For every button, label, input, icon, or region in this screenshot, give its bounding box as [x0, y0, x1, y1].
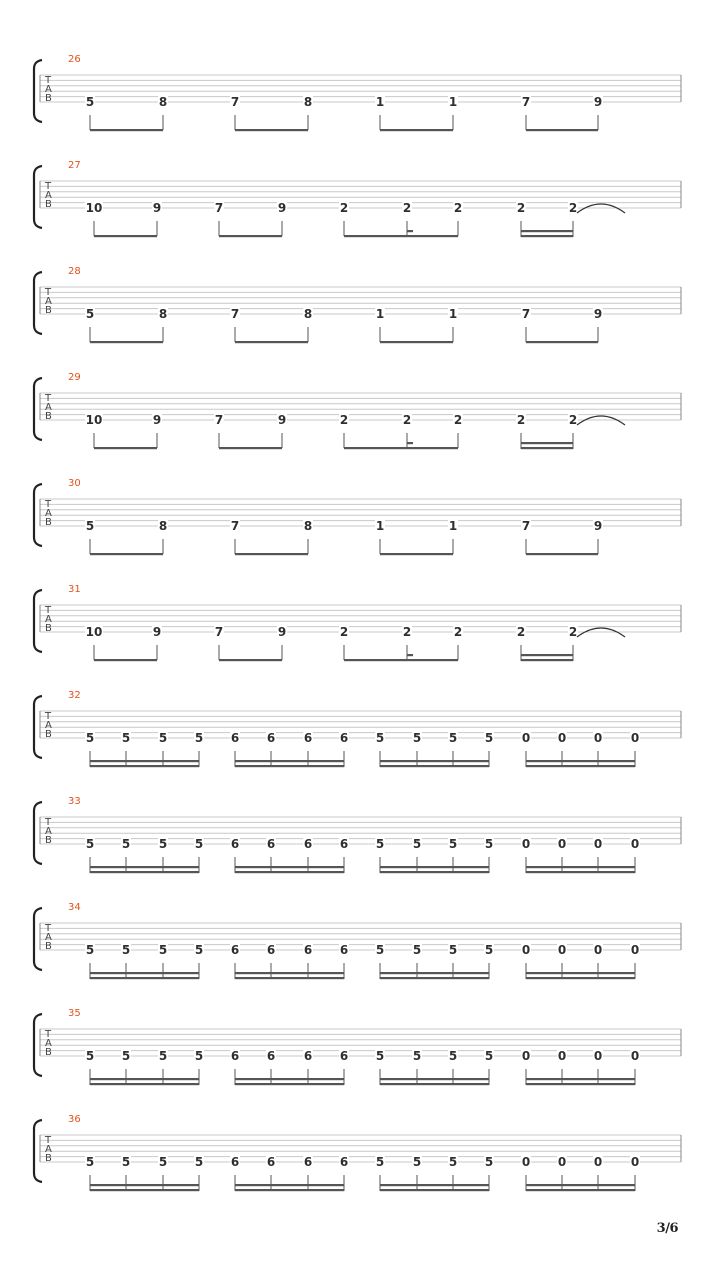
note-beam: [380, 1189, 489, 1191]
fret-number: 5: [194, 943, 204, 957]
fret-number: 2: [402, 625, 412, 639]
fret-number: 0: [630, 1049, 640, 1063]
tab-clef-letter: A: [45, 614, 52, 625]
note-beam: [90, 866, 199, 868]
fret-number: 10: [85, 201, 103, 215]
fret-number: 6: [339, 1049, 349, 1063]
fret-number: 5: [448, 1155, 458, 1169]
note-beam: [521, 442, 573, 444]
fret-number: 5: [85, 731, 95, 745]
fret-number: 6: [339, 837, 349, 851]
fret-number: 0: [557, 1155, 567, 1169]
measure-number: 33: [68, 796, 81, 807]
note-beam: [235, 129, 308, 131]
fret-number: 0: [557, 837, 567, 851]
fret-number: 5: [375, 1049, 385, 1063]
fret-number: 7: [214, 201, 224, 215]
fret-number: 5: [375, 837, 385, 851]
tab-clef-letter: T: [45, 1135, 52, 1146]
fret-number: 9: [277, 201, 287, 215]
note-beam: [235, 972, 344, 974]
note-beam: [90, 1078, 199, 1080]
fret-number: 0: [557, 1049, 567, 1063]
note-beam: [94, 659, 157, 661]
note-beam: [521, 230, 573, 232]
fret-number: 5: [448, 943, 458, 957]
fret-number: 8: [303, 307, 313, 321]
note-beam: [521, 235, 573, 237]
fret-number: 10: [85, 413, 103, 427]
tab-clef-letter: A: [45, 84, 52, 95]
fret-number: 1: [375, 519, 385, 533]
page-number: 3/6: [656, 1221, 678, 1236]
fret-number: 0: [630, 943, 640, 957]
note-beam: [526, 553, 598, 555]
note-beam: [235, 341, 308, 343]
note-beam: [526, 760, 635, 762]
note-beam: [526, 1083, 635, 1085]
note-beam: [380, 972, 489, 974]
fret-number: 5: [412, 943, 422, 957]
tab-clef-letter: B: [45, 1047, 52, 1058]
measure-number: 27: [68, 160, 81, 171]
note-beam: [235, 760, 344, 762]
tab-clef-letter: A: [45, 190, 52, 201]
note-beam: [90, 972, 199, 974]
fret-number: 0: [593, 837, 603, 851]
note-beam: [526, 866, 635, 868]
fret-number: 7: [230, 95, 240, 109]
measure-number: 34: [68, 902, 81, 913]
tab-clef-letter: T: [45, 923, 52, 934]
fret-number: 6: [230, 837, 240, 851]
fret-number: 1: [448, 307, 458, 321]
note-beam: [526, 1184, 635, 1186]
note-beam: [344, 235, 458, 237]
measure-number: 28: [68, 266, 81, 277]
fret-number: 6: [266, 1155, 276, 1169]
note-beam: [235, 1184, 344, 1186]
fret-number: 5: [375, 943, 385, 957]
fret-number: 7: [214, 413, 224, 427]
fret-number: 5: [121, 731, 131, 745]
note-beam: [380, 1083, 489, 1085]
fret-number: 6: [303, 943, 313, 957]
fret-number: 2: [339, 625, 349, 639]
tab-system: [34, 478, 681, 555]
tab-clef-letter: B: [45, 517, 52, 528]
fret-number: 8: [158, 307, 168, 321]
note-beam: [380, 765, 489, 767]
tab-system: [34, 54, 681, 131]
fret-number: 5: [448, 1049, 458, 1063]
tab-clef-letter: A: [45, 720, 52, 731]
fret-number: 5: [412, 731, 422, 745]
note-beam: [526, 871, 635, 873]
fret-number: 0: [521, 1155, 531, 1169]
fret-number: 0: [521, 731, 531, 745]
note-beam: [380, 760, 489, 762]
fret-number: 1: [448, 95, 458, 109]
note-beam: [90, 871, 199, 873]
note-beam: [344, 659, 458, 661]
tab-clef-letter: T: [45, 1029, 52, 1040]
measure-number: 35: [68, 1008, 81, 1019]
note-beam: [380, 871, 489, 873]
fret-number: 0: [630, 837, 640, 851]
note-beam: [526, 1189, 635, 1191]
fret-number: 1: [375, 307, 385, 321]
note-beam: [235, 871, 344, 873]
fret-number: 2: [339, 201, 349, 215]
fret-number: 6: [303, 1049, 313, 1063]
fret-number: 2: [568, 625, 578, 639]
fret-number: 5: [85, 943, 95, 957]
fret-number: 6: [230, 1155, 240, 1169]
fret-number: 2: [516, 201, 526, 215]
partial-beam: [407, 654, 413, 656]
note-beam: [219, 659, 282, 661]
fret-number: 6: [303, 837, 313, 851]
fret-number: 0: [630, 731, 640, 745]
fret-number: 5: [412, 1049, 422, 1063]
fret-number: 5: [484, 731, 494, 745]
fret-number: 9: [277, 413, 287, 427]
tab-clef-letter: T: [45, 605, 52, 616]
fret-number: 5: [448, 731, 458, 745]
fret-number: 8: [158, 95, 168, 109]
fret-number: 7: [230, 307, 240, 321]
fret-number: 5: [375, 731, 385, 745]
tab-clef-letter: A: [45, 402, 52, 413]
note-beam: [90, 765, 199, 767]
tab-clef-letter: A: [45, 1144, 52, 1155]
fret-number: 0: [521, 1049, 531, 1063]
fret-number: 0: [521, 837, 531, 851]
note-beam: [94, 447, 157, 449]
note-beam: [521, 659, 573, 661]
partial-beam: [407, 230, 413, 232]
fret-number: 5: [375, 1155, 385, 1169]
fret-number: 5: [121, 1155, 131, 1169]
fret-number: 6: [339, 731, 349, 745]
fret-number: 6: [230, 731, 240, 745]
fret-number: 2: [402, 201, 412, 215]
fret-number: 7: [214, 625, 224, 639]
tab-system: [34, 690, 681, 767]
fret-number: 5: [412, 837, 422, 851]
note-beam: [90, 760, 199, 762]
fret-number: 7: [521, 519, 531, 533]
fret-number: 0: [521, 943, 531, 957]
note-beam: [235, 553, 308, 555]
fret-number: 1: [448, 519, 458, 533]
fret-number: 5: [158, 943, 168, 957]
fret-number: 5: [158, 731, 168, 745]
fret-number: 0: [593, 1155, 603, 1169]
fret-number: 2: [402, 413, 412, 427]
note-beam: [90, 553, 163, 555]
note-beam: [90, 1083, 199, 1085]
fret-number: 0: [593, 1049, 603, 1063]
fret-number: 6: [230, 1049, 240, 1063]
fret-number: 6: [339, 943, 349, 957]
measure-number: 31: [68, 584, 81, 595]
fret-number: 5: [85, 519, 95, 533]
fret-number: 6: [230, 943, 240, 957]
fret-number: 9: [152, 413, 162, 427]
tab-clef-letter: T: [45, 181, 52, 192]
tab-clef-letter: A: [45, 508, 52, 519]
note-beam: [526, 977, 635, 979]
fret-number: 5: [85, 307, 95, 321]
fret-number: 5: [85, 95, 95, 109]
measure-number: 30: [68, 478, 81, 489]
fret-number: 9: [593, 95, 603, 109]
fret-number: 9: [593, 519, 603, 533]
fret-number: 6: [266, 731, 276, 745]
measure-number: 32: [68, 690, 81, 701]
note-beam: [90, 1189, 199, 1191]
tab-system: [34, 372, 681, 449]
fret-number: 5: [194, 837, 204, 851]
note-beam: [235, 765, 344, 767]
note-beam: [380, 129, 453, 131]
fret-number: 0: [557, 943, 567, 957]
fret-number: 2: [568, 201, 578, 215]
note-beam: [380, 553, 453, 555]
tab-clef-letter: B: [45, 305, 52, 316]
fret-number: 7: [521, 95, 531, 109]
fret-number: 5: [158, 1155, 168, 1169]
fret-number: 9: [152, 625, 162, 639]
fret-number: 5: [448, 837, 458, 851]
note-beam: [380, 1078, 489, 1080]
tab-clef-letter: T: [45, 393, 52, 404]
fret-number: 0: [557, 731, 567, 745]
tab-system: [34, 902, 681, 979]
fret-number: 5: [484, 1049, 494, 1063]
note-beam: [235, 1078, 344, 1080]
partial-beam: [407, 442, 413, 444]
measure-number: 29: [68, 372, 81, 383]
fret-number: 5: [484, 837, 494, 851]
fret-number: 6: [266, 1049, 276, 1063]
tab-clef-letter: T: [45, 711, 52, 722]
tab-system: [34, 160, 681, 237]
note-beam: [235, 977, 344, 979]
fret-number: 5: [484, 1155, 494, 1169]
tab-clef-letter: T: [45, 75, 52, 86]
note-beam: [235, 1189, 344, 1191]
fret-number: 6: [303, 731, 313, 745]
tab-clef-letter: A: [45, 296, 52, 307]
tab-system: [34, 1008, 681, 1085]
fret-number: 8: [303, 95, 313, 109]
fret-number: 5: [121, 1049, 131, 1063]
tab-clef-letter: B: [45, 835, 52, 846]
note-beam: [94, 235, 157, 237]
tab-system: [34, 1114, 681, 1191]
note-beam: [219, 235, 282, 237]
fret-number: 5: [158, 1049, 168, 1063]
note-beam: [219, 447, 282, 449]
fret-number: 0: [593, 731, 603, 745]
fret-number: 2: [516, 413, 526, 427]
fret-number: 6: [266, 943, 276, 957]
fret-number: 2: [453, 625, 463, 639]
tab-clef-letter: B: [45, 729, 52, 740]
tab-clef-letter: B: [45, 411, 52, 422]
fret-number: 5: [194, 1049, 204, 1063]
note-beam: [380, 1184, 489, 1186]
fret-number: 5: [412, 1155, 422, 1169]
note-beam: [521, 447, 573, 449]
tab-clef-letter: B: [45, 941, 52, 952]
fret-number: 9: [593, 307, 603, 321]
fret-number: 10: [85, 625, 103, 639]
note-beam: [380, 866, 489, 868]
fret-number: 0: [630, 1155, 640, 1169]
fret-number: 6: [303, 1155, 313, 1169]
fret-number: 2: [453, 413, 463, 427]
tab-clef-letter: B: [45, 93, 52, 104]
fret-number: 8: [158, 519, 168, 533]
note-beam: [380, 341, 453, 343]
note-beam: [521, 654, 573, 656]
fret-number: 2: [453, 201, 463, 215]
note-beam: [90, 1184, 199, 1186]
fret-number: 7: [230, 519, 240, 533]
tab-clef-letter: T: [45, 817, 52, 828]
tab-clef-letter: A: [45, 1038, 52, 1049]
tab-clef-letter: A: [45, 932, 52, 943]
note-beam: [526, 129, 598, 131]
tab-system: [34, 266, 681, 343]
note-beam: [90, 341, 163, 343]
note-beam: [344, 447, 458, 449]
note-beam: [380, 977, 489, 979]
fret-number: 5: [194, 1155, 204, 1169]
note-beam: [526, 341, 598, 343]
tab-system: [34, 796, 681, 873]
measure-number: 36: [68, 1114, 81, 1125]
note-beam: [235, 866, 344, 868]
fret-number: 1: [375, 95, 385, 109]
tab-clef-letter: B: [45, 199, 52, 210]
fret-number: 5: [121, 837, 131, 851]
tab-clef-letter: T: [45, 499, 52, 510]
fret-number: 2: [568, 413, 578, 427]
tab-clef-letter: B: [45, 623, 52, 634]
tab-clef-letter: T: [45, 287, 52, 298]
fret-number: 5: [85, 837, 95, 851]
tab-clef-letter: A: [45, 826, 52, 837]
tab-system: [34, 584, 681, 661]
fret-number: 7: [521, 307, 531, 321]
fret-number: 2: [339, 413, 349, 427]
fret-number: 9: [277, 625, 287, 639]
note-beam: [235, 1083, 344, 1085]
note-beam: [526, 972, 635, 974]
note-beam: [526, 765, 635, 767]
tab-clef-letter: B: [45, 1153, 52, 1164]
fret-number: 5: [121, 943, 131, 957]
note-beam: [90, 977, 199, 979]
fret-number: 6: [339, 1155, 349, 1169]
fret-number: 6: [266, 837, 276, 851]
fret-number: 8: [303, 519, 313, 533]
fret-number: 9: [152, 201, 162, 215]
fret-number: 2: [516, 625, 526, 639]
note-beam: [90, 129, 163, 131]
measure-number: 26: [68, 54, 81, 65]
note-beam: [526, 1078, 635, 1080]
fret-number: 5: [85, 1155, 95, 1169]
fret-number: 5: [85, 1049, 95, 1063]
fret-number: 0: [593, 943, 603, 957]
fret-number: 5: [158, 837, 168, 851]
fret-number: 5: [484, 943, 494, 957]
fret-number: 5: [194, 731, 204, 745]
